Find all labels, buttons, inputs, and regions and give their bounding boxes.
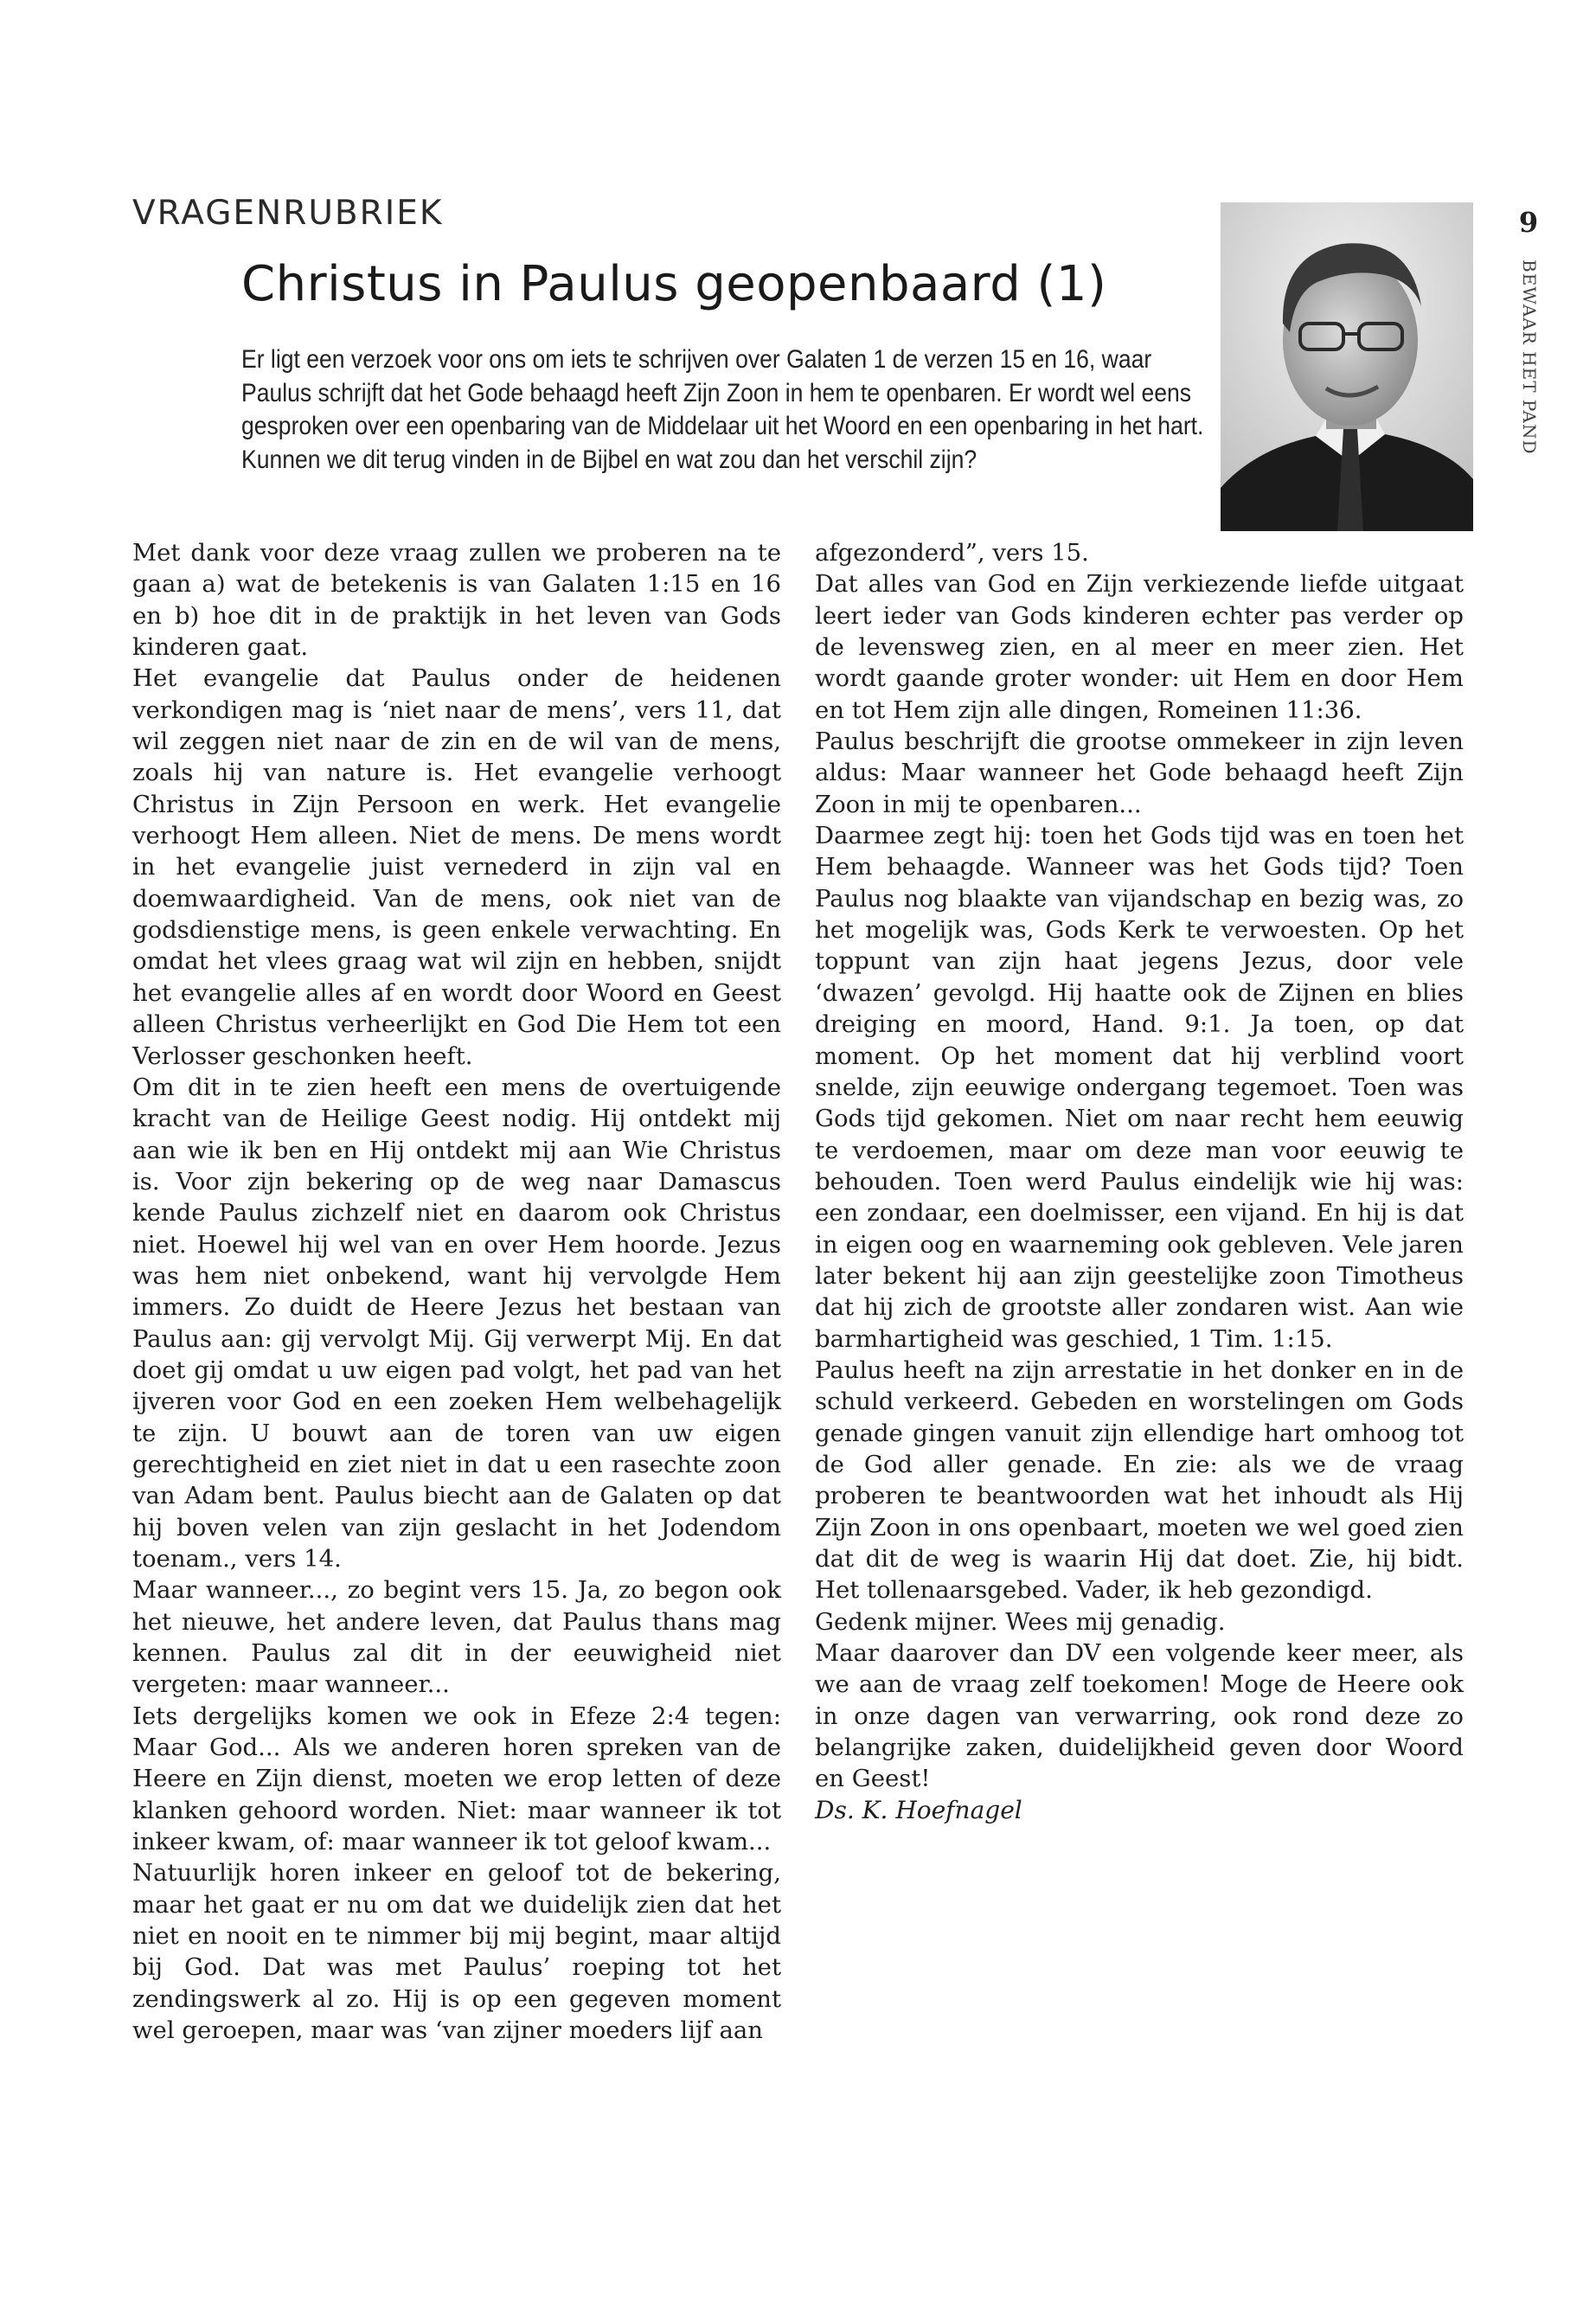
- paragraph: Het evangelie dat Paulus onder de heidenen verkondigen mag is ‘niet naar de mens’, vers 11, dat wil zeggen niet naar de zin en de wil van de mens, zoals hij van nature is. Het evangelie verhoogt Christus in Zijn Persoon en werk. Het evangelie verhoogt Hem alleen. Niet de mens. De mens wordt in het evangelie juist vernederd in zijn val en doemwaardigheid. Van de mens, ook niet van de godsdienstige mens, is geen enkele verwachting. En omdat het vlees graag wat wil zijn en hebben, snijdt het evangelie alles af en wordt door Woord en Geest alleen Christus verheerlijkt en God Die Hem tot een Verlosser geschonken heeft.: [132, 664, 781, 1070]
- intro-line: Paulus schrijft dat het Gode behaagd heeft Zijn Zoon in hem te openbaren. Er wordt wel eens: [241, 378, 1192, 407]
- paragraph: afgezonderd”, vers 15.: [815, 539, 1089, 567]
- paragraph: Natuurlijk horen inkeer en geloof tot de bekering, maar het gaat er nu om dat we duidelijk zien dat het niet en nooit en te nimmer bij mij begint, maar altijd bij God. Dat was met Paulus’ roeping tot het zendingswerk al zo. Hij is op een gegeven moment wel geroepen, maar was ‘van zijner moeders lijf aan: [132, 1859, 781, 2045]
- portrait-photo-icon: [1221, 202, 1473, 531]
- section-label: VRAGENRUBRIEK: [132, 194, 444, 233]
- column-right: [815, 537, 1464, 1826]
- intro-line: gesproken over een openbaring van de Middelaar uit het Woord en een openbaring in het hart.: [241, 412, 1204, 440]
- paragraph: Daarmee zegt hij: toen het Gods tijd was en toen het Hem behaagde. Wanneer was het Gods tijd? Toen Paulus nog blaakte van vijandschap en bezig was, zo het mogelijk was, Gods Kerk te verwoesten. Op het toppunt van zijn haat jegens Jezus, door vele ‘dwazen’ gevolgd. Hij haatte ook de Zijnen en blies dreiging en moord, Hand. 9:1. Ja toen, op dat moment. Op het moment dat hij verblind voort snelde, zijn eeuwige ondergang tegemoet. Toen was Gods tijd gekomen. Niet om naar recht hem eeuwig te verdoemen, maar om deze man voor eeuwig te behouden. Toen werd Paulus eindelijk wie hij was: een zondaar, een doelmisser, een vijand. En hij is dat in eigen oog en waarneming ook gebleven. Vele jaren later bekent hij aan zijn geestelijke zoon Timotheus dat hij zich de grootste aller zondaren wist. Aan wie barmhartigheid was geschied, 1 Tim. 1:15.: [815, 822, 1464, 1353]
- intro-line: Kunnen we dit terug vinden in de Bijbel en wat zou dan het verschil zijn?: [241, 445, 977, 474]
- column-left: [132, 537, 781, 2047]
- paragraph: Met dank voor deze vraag zullen we proberen na te gaan a) wat de betekenis is van Galaten 1:15 en 16 en b) hoe dit in de praktijk in het leven van Gods kinderen gaat.: [132, 539, 781, 662]
- intro-line: Er ligt een verzoek voor ons om iets te schrijven over Galaten 1 de verzen 15 en 16, waar: [241, 345, 1152, 374]
- magazine-title-vertical: BEWAAR HET PAND: [1519, 260, 1540, 455]
- author-signature: Ds. K. Hoefnagel: [815, 1795, 1022, 1824]
- article-title: Christus in Paulus geopenbaard (1): [241, 256, 1107, 312]
- paragraph: Maar daarover dan DV een volgende keer meer, als we aan de vraag zelf toekomen! Moge de Heere ook in onze dagen van verwarring, ook rond deze zo belangrijke zaken, duidelijkheid geven door Woord en Geest!: [815, 1639, 1464, 1793]
- paragraph: Om dit in te zien heeft een mens de overtuigende kracht van de Heilige Geest nodig. Hij ontdekt mij aan wie ik ben en Hij ontdekt mij aan Wie Christus is. Voor zijn bekering op de weg naar Damascus kende Paulus zichzelf niet en daarom ook Christus niet. Hoewel hij wel van en over Hem hoorde. Jezus was hem niet onbekend, want hij vervolgde Hem immers. Zo duidt de Heere Jezus het bestaan van Paulus aan: gij vervolgt Mij. Gij verwerpt Mij. En dat doet gij omdat u uw eigen pad volgt, het pad van het ijveren voor God en een zoeken Hem welbehagelijk te zijn. U bouwt aan de toren van uw eigen gerechtigheid en ziet niet in dat u een rasechte zoon van Adam bent. Paulus biecht aan de Galaten op dat hij boven velen van zijn geslacht in het Jodendom toenam., vers 14.: [132, 1073, 781, 1573]
- paragraph: Maar wanneer..., zo begint vers 15. Ja, zo begon ook het nieuwe, het andere leven, dat Paulus thans mag kennen. Paulus zal dit in der eeuwigheid niet vergeten: maar wanneer...: [132, 1576, 781, 1699]
- paragraph: Dat alles van God en Zijn verkiezende liefde uitgaat leert ieder van Gods kinderen echter pas verder op de levensweg zien, en al meer en meer zien. Het wordt gaande groter wonder: uit Hem en door Hem en tot Hem zijn alle dingen, Romeinen 11:36.: [815, 570, 1464, 724]
- intro-question: [241, 343, 1210, 477]
- paragraph: Paulus beschrijft die grootse ommekeer in zijn leven aldus: Maar wanneer het Gode behaagd heeft Zijn Zoon in mij te openbaren...: [815, 727, 1464, 818]
- paragraph: Paulus heeft na zijn arrestatie in het donker en in de schuld verkeerd. Gebeden en worstelingen om Gods genade gingen vanuit zijn ellendige hart omhoog tot de God aller genade. En zie: als we de vraag proberen te beantwoorden wat het inhoudt als Hij Zijn Zoon in ons openbaart, moeten we wel goed zien dat dit de weg is waarin Hij dat doet. Zie, hij bidt. Het tollenaarsgebed. Vader, ik heb gezondigd.: [815, 1356, 1464, 1605]
- page-number: 9: [1518, 206, 1539, 239]
- paragraph: Iets dergelijks komen we ook in Efeze 2:4 tegen: Maar God... Als we anderen horen spreken van de Heere en Zijn dienst, moeten we erop letten of deze klanken gehoord worden. Niet: maar wanneer ik tot inkeer kwam, of: maar wanneer ik tot geloof kwam...: [132, 1702, 781, 1856]
- paragraph: Gedenk mijner. Wees mij genadig.: [815, 1607, 1226, 1636]
- author-portrait: [1221, 202, 1473, 531]
